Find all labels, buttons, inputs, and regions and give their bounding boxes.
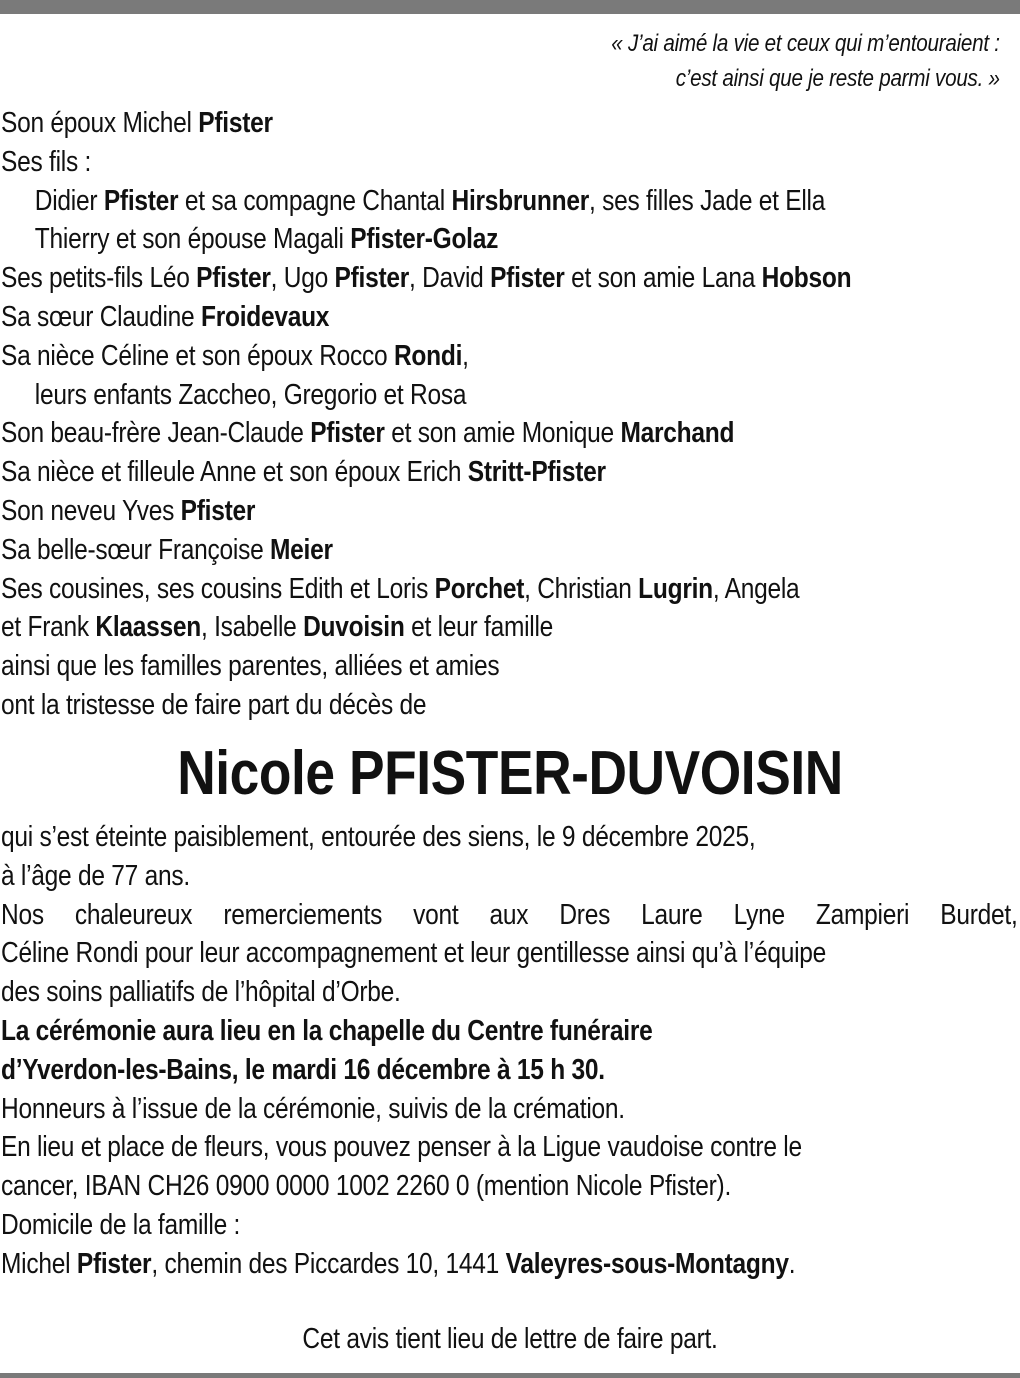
family-line-niece2 (1, 453, 851, 492)
text: et son amie Monique (384, 417, 621, 450)
text: Sa belle-sœur Françoise (1, 533, 271, 566)
domicile-intro: Domicile de la famille : (1, 1208, 241, 1241)
family-line-niece1-children: leurs enfants Zaccheo, Gregorio et Rosa (34, 378, 467, 411)
domicile-address (1, 1245, 1018, 1284)
ceremony-line (1, 1012, 1018, 1051)
text: et sa compagne Chantal (178, 184, 452, 217)
family-line-cousins2 (1, 608, 851, 647)
text: Son époux Michel (1, 107, 199, 139)
age-line: à l’âge de 77 ans. (1, 859, 190, 892)
surname: Rondi (393, 339, 463, 372)
surname: Porchet (434, 572, 525, 605)
surname: Klaassen (95, 611, 202, 644)
text: Son beau-frère Jean-Claude (1, 417, 311, 450)
family-line-nephew (1, 492, 851, 531)
flowers-line: En lieu et place de fleurs, vous pouvez penser à la Ligue vaudoise contre le (1, 1131, 802, 1164)
family-line-niece1 (1, 337, 851, 376)
text: Sa nièce et filleule Anne et son époux Erich (1, 456, 468, 489)
epigraph-line: c’est ainsi que je reste parmi vous. » (675, 65, 1000, 92)
top-rule (0, 0, 1020, 14)
text: , ses filles Jade et Ella (588, 184, 826, 217)
text: Thierry et son épouse Magali (34, 223, 351, 256)
ceremony-line (1, 1051, 1018, 1090)
text: Ses cousines, ses cousins Edith et Loris (1, 572, 435, 605)
family-line-grandsons (1, 259, 851, 298)
ceremony-text: d’Yverdon-les-Bains, le mardi 16 décembre à 15 h 30. (1, 1053, 605, 1086)
text: , Christian (524, 572, 639, 605)
surname: Pfister (334, 262, 410, 295)
surname: Marchand (620, 417, 735, 450)
surname: Meier (270, 533, 333, 566)
deceased-name: Nicole PFISTER-DUVOISIN (177, 739, 843, 808)
text: Didier (34, 184, 104, 217)
thanks-line: Céline Rondi pour leur accompagnement et leur gentillesse ainsi qu’à l’équipe (1, 937, 827, 970)
family-line-son2 (1, 220, 851, 259)
family-line-brother-in-law (1, 414, 851, 453)
honours-line: Honneurs à l’issue de la cérémonie, suivis de la crémation. (1, 1092, 625, 1125)
text: et leur famille (404, 611, 554, 644)
family-line-sister (1, 298, 851, 337)
closing-note: Cet avis tient lieu de lettre de faire part. (302, 1323, 718, 1355)
family-line-spouse (1, 104, 851, 143)
text: , Angela (712, 572, 800, 605)
locality: Valeyres-sous-Montagny (505, 1247, 789, 1280)
surname: Pfister (196, 262, 271, 295)
text: Sa nièce Céline et son époux Rocco (1, 339, 394, 372)
family-line-announce: ont la tristesse de faire part du décès de (1, 688, 427, 721)
ceremony-text: La cérémonie aura lieu en la chapelle du Centre funéraire (1, 1014, 653, 1047)
family-line-sister-in-law (1, 531, 851, 570)
passing-line: qui s’est éteinte paisiblement, entourée des siens, le 9 décembre 2025, (1, 821, 756, 853)
text: et son amie Lana (564, 262, 762, 295)
surname: Pfister-Golaz (350, 223, 499, 256)
text: Son neveu Yves (1, 494, 181, 527)
surname: Pfister (490, 262, 565, 295)
text: , chemin des Piccardes 10, 1441 (151, 1247, 506, 1280)
surname: Stritt-Pfister (467, 456, 606, 489)
details-block (1, 818, 1018, 1284)
thanks-line: des soins palliatifs de l’hôpital d’Orbe. (1, 976, 401, 1009)
text: , David (409, 262, 491, 295)
flowers-line: cancer, IBAN CH26 0900 0000 1002 2260 0 (mention Nicole Pfister). (1, 1170, 732, 1203)
family-line-relatives: ainsi que les familles parentes, alliées et amies (1, 650, 500, 683)
thanks-line: Nos chaleureux remerciements vont aux Dres Laure Lyne Zampieri Burdet, (1, 898, 1018, 931)
family-line-cousins1 (1, 570, 851, 609)
text: Sa sœur Claudine (1, 300, 201, 333)
surname: Hirsbrunner (451, 184, 589, 217)
surname: Pfister (310, 417, 385, 450)
family-list (1, 104, 851, 725)
text: et Frank (1, 611, 96, 644)
text: Michel (1, 1247, 77, 1280)
text: Ses petits-fils Léo (1, 262, 197, 295)
surname: Hobson (761, 262, 852, 295)
epigraph-line: « J’ai aimé la vie et ceux qui m’entouraient : (611, 30, 1000, 57)
surname: Pfister (180, 494, 256, 527)
family-line-son1 (1, 182, 851, 221)
surname: Froidevaux (200, 300, 330, 333)
surname: Pfister (76, 1247, 152, 1280)
surname: Duvoisin (303, 611, 405, 644)
text: . (788, 1247, 796, 1280)
surname: Lugrin (638, 572, 713, 605)
surname: Pfister (198, 107, 273, 139)
text: , Ugo (270, 262, 335, 295)
family-line-sons-intro: Ses fils : (1, 145, 92, 178)
bottom-rule (0, 1373, 1020, 1378)
text: , (462, 339, 469, 372)
text: , Isabelle (201, 611, 304, 644)
surname: Pfister (103, 184, 179, 217)
epigraph-quote (611, 26, 1000, 96)
